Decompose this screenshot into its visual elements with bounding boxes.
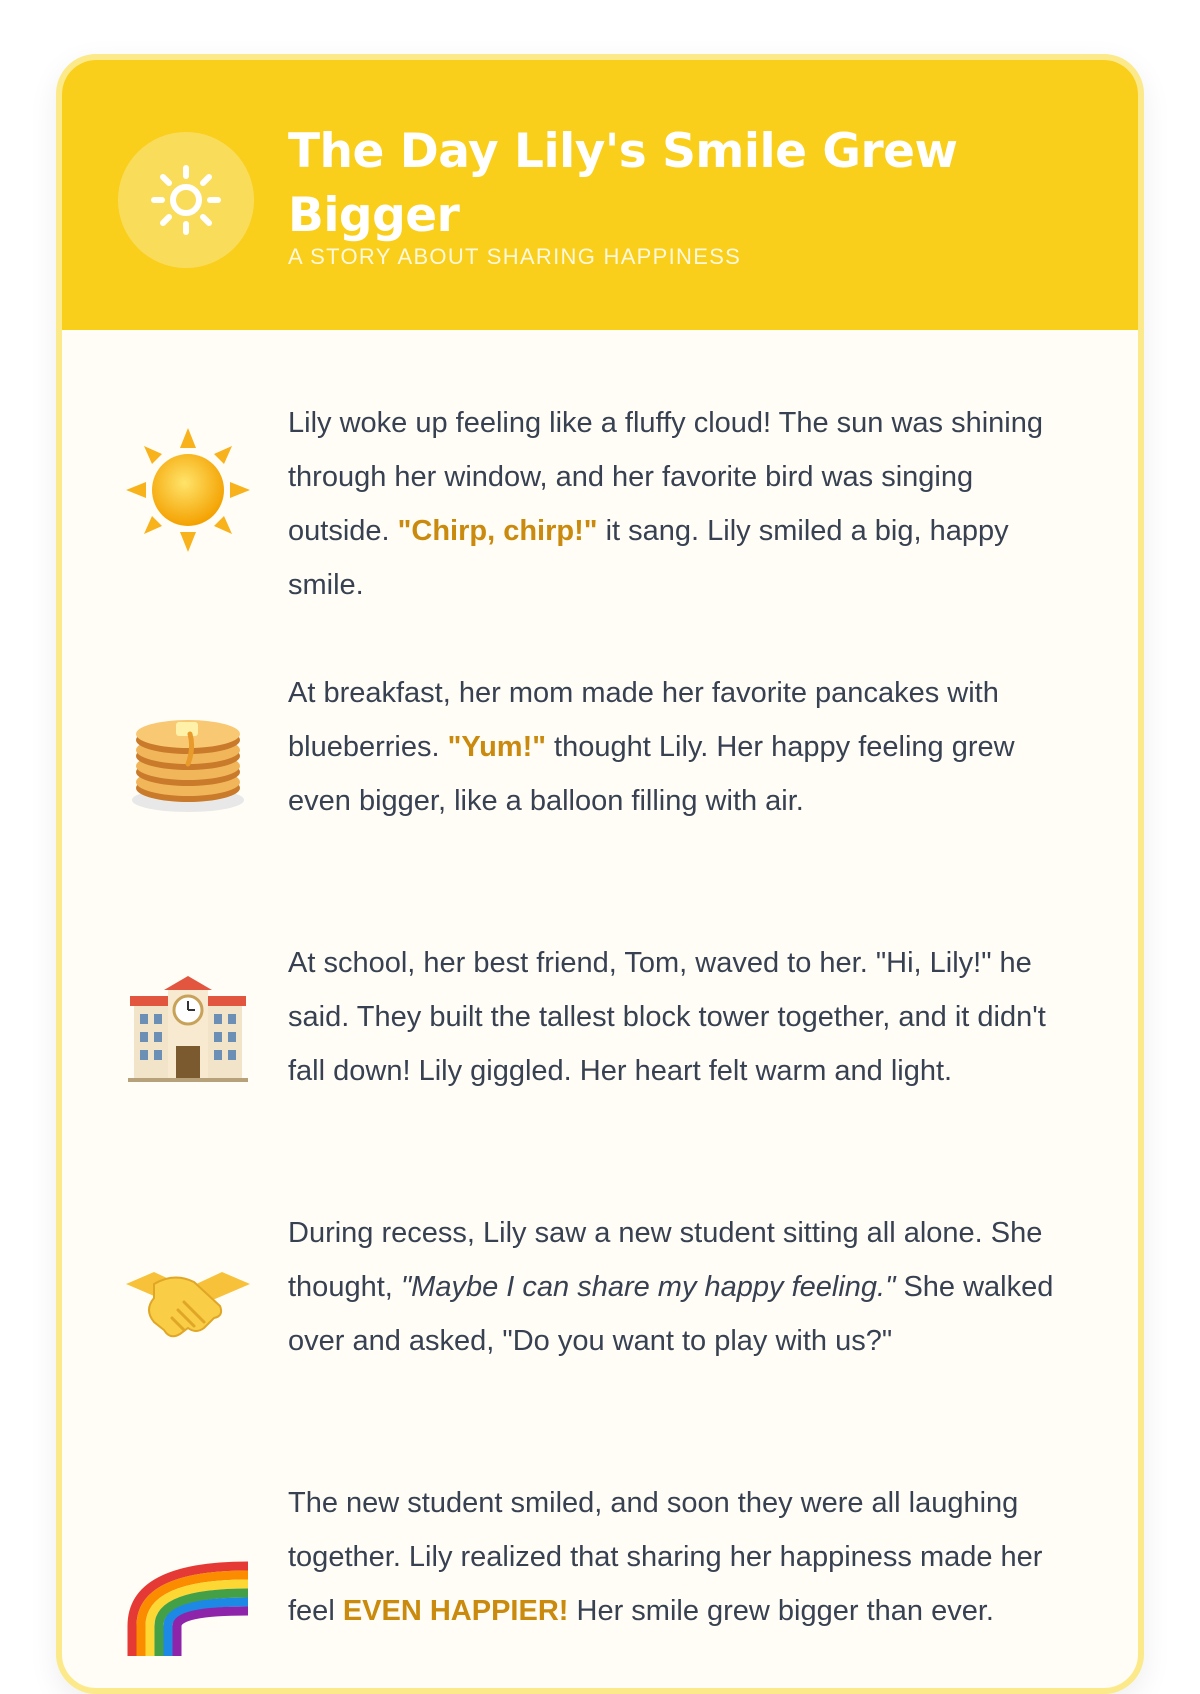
highlight-quote: "Yum!" bbox=[447, 731, 546, 763]
story-card bbox=[56, 54, 1144, 1694]
story-paragraph bbox=[62, 936, 1138, 1176]
story-paragraph bbox=[62, 666, 1138, 906]
story-paragraph bbox=[62, 1476, 1138, 1694]
story-header bbox=[62, 60, 1138, 330]
paragraph-text: The new student smiled, and soon they were all laughing together. Lily realized that sharing her happiness made her feel EVEN HAPPIER! Her smile grew bigger than ever. bbox=[288, 1487, 1043, 1627]
highlight-quote: "Chirp, chirp!" bbox=[397, 515, 598, 547]
story-paragraph bbox=[62, 396, 1138, 636]
sun-emoji-icon bbox=[124, 426, 252, 554]
paragraph-text: Lily woke up feeling like a fluffy cloud! The sun was shining through her window, and her favorite bird was singing outside. "Chirp, chirp!" it sang. Lily smiled a big, happy smile. bbox=[288, 407, 1043, 601]
sun-icon bbox=[118, 132, 254, 268]
paragraph-text: At breakfast, her mom made her favorite pancakes with blueberries. "Yum!" thought Lily. Her happy feeling grew even bigger, like a balloon filling with air. bbox=[288, 677, 1015, 817]
highlight-emphasis: EVEN HAPPIER! bbox=[342, 1595, 569, 1627]
paragraph-text: At school, her best friend, Tom, waved to her. "Hi, Lily!" he said. They built the tallest block tower together, and it didn't fall down! Lily giggled. Her heart felt warm and light. bbox=[288, 947, 1046, 1087]
handshake-icon bbox=[124, 1236, 252, 1364]
school-icon bbox=[124, 966, 252, 1094]
story-paragraph bbox=[62, 1206, 1138, 1446]
story-subtitle: A STORY ABOUT SHARING HAPPINESS bbox=[288, 244, 742, 269]
paragraph-text: During recess, Lily saw a new student sitting all alone. She thought, "Maybe I can share my happy feeling." She walked over and asked, "Do you want to play with us?" bbox=[288, 1217, 1054, 1357]
pancakes-icon bbox=[124, 696, 252, 824]
rainbow-icon bbox=[124, 1506, 252, 1634]
italic-thought: "Maybe I can share my happy feeling." bbox=[400, 1271, 896, 1303]
story-title: The Day Lily's Smile Grew Bigger bbox=[288, 124, 958, 243]
